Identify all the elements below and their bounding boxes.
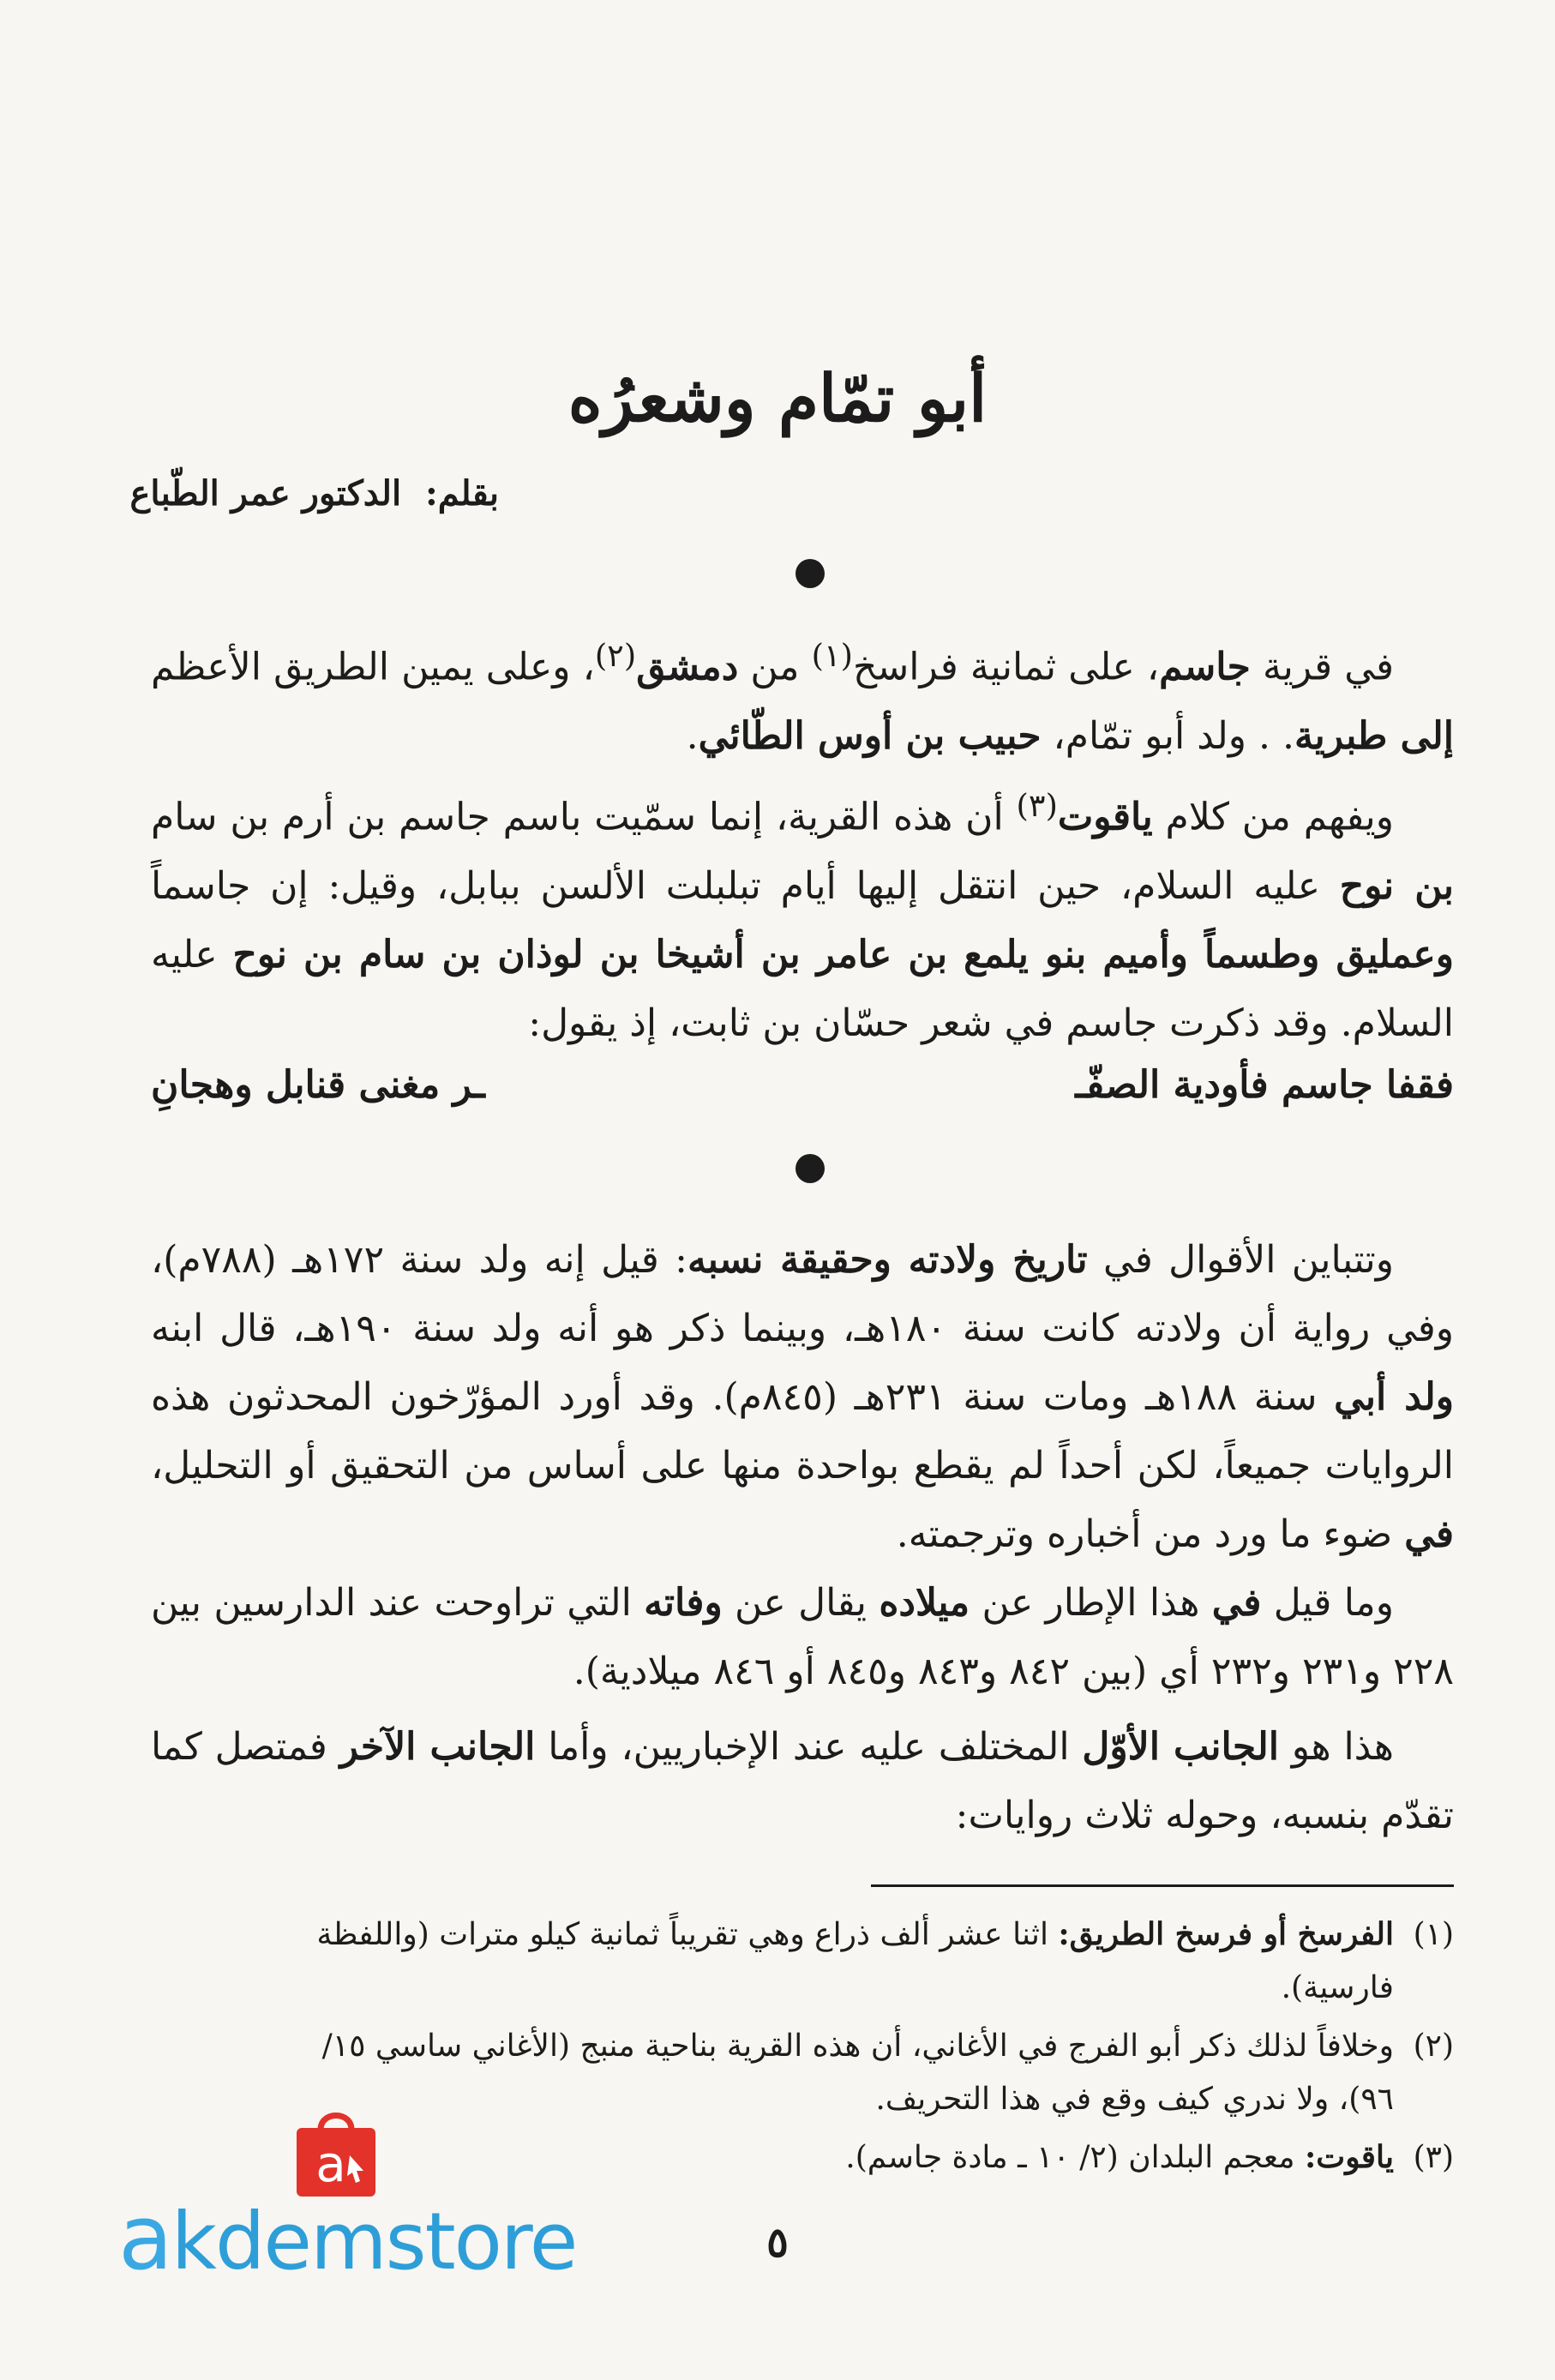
footnote-lead: الفرسخ أو فرسخ الطريق: bbox=[1058, 1916, 1394, 1952]
section-dot-icon bbox=[796, 1154, 825, 1183]
text-run: في قرية bbox=[1250, 645, 1394, 689]
footnote-ref: (١) bbox=[811, 637, 853, 674]
paragraph-5 bbox=[151, 1713, 1454, 1850]
poem-verse bbox=[151, 1063, 1454, 1123]
text-run: يقال عن bbox=[722, 1581, 880, 1625]
text-run: ويفهم من كلام bbox=[1152, 795, 1395, 839]
footnote-ref: (٢) bbox=[594, 637, 637, 674]
bag-letter: a bbox=[315, 2135, 346, 2193]
text-run: ، وعلى يمين الطريق الأعظم bbox=[151, 645, 595, 689]
footnote-text: معجم البلدان (٢/ ١٠ ـ مادة جاسم). bbox=[845, 2140, 1306, 2175]
paragraph-2 bbox=[151, 772, 1454, 1058]
footnote-text: اثنا عشر ألف ذراع وهي تقريباً ثمانية كيلو مترات (واللفظة bbox=[316, 1917, 1059, 1952]
text-run: هذا الإطار عن bbox=[970, 1581, 1212, 1625]
watermark-letter-a: a bbox=[118, 2185, 171, 2290]
author-line bbox=[130, 473, 499, 514]
text-run: التي تراوحت عند الدارسين بين ٢٢٨ و٢٣١ و٢٣٢ أي (بين ٨٤٢ و٨٤٣ و٨٤٥ أو ٨٤٦ ميلادية). bbox=[151, 1581, 1454, 1693]
text-run-bold: ياقوت bbox=[1057, 795, 1153, 839]
watermark-logo bbox=[118, 2102, 577, 2290]
footnote-number: (٢) bbox=[1413, 2028, 1454, 2064]
footnote-continuation: ٩٦)، ولا ندري كيف وقع في هذا التحريف. bbox=[875, 2082, 1394, 2117]
text-run: وتتباين الأقوال في bbox=[1087, 1238, 1394, 1282]
paragraph-1 bbox=[151, 622, 1454, 771]
footnote-number: (٣) bbox=[1413, 2140, 1454, 2175]
text-run: . bbox=[686, 713, 699, 758]
footnote-number: (١) bbox=[1413, 1917, 1454, 1952]
text-run: من bbox=[738, 645, 812, 689]
page-title: أبو تمّام وشعرُه bbox=[567, 360, 988, 436]
footnote-divider bbox=[871, 1884, 1454, 1887]
text-run: سنة ١٨٨هـ ومات سنة ٢٣١هـ (٨٤٥م). وقد أورد المؤرّخون المحدثون هذه الروايات جميعاً، لكن أحداً لم يقطع بواحدة منها على أساس من التحقيق أو التحليل، bbox=[151, 1375, 1454, 1488]
text-run-bold: ولد أبي bbox=[1334, 1375, 1455, 1419]
watermark-word: kdemstore bbox=[171, 2196, 577, 2287]
text-run: ضوء ما ورد من أخباره وترجمته. bbox=[896, 1512, 1405, 1556]
verse-first-hemistich: فقفا جاسم فأودية الصفّـ bbox=[1075, 1063, 1454, 1107]
text-run-bold: إلى طبرية bbox=[1294, 713, 1454, 758]
text-run: أن هذه القرية، إنما سمّيت باسم جاسم بن أرم بن سام bbox=[151, 795, 1017, 839]
shopping-bag-icon bbox=[290, 2102, 382, 2198]
footnote-lead: ياقوت: bbox=[1305, 2139, 1394, 2175]
page-number: ٥ bbox=[766, 2219, 789, 2267]
footnote-1 bbox=[117, 1908, 1454, 2015]
paragraph-3 bbox=[151, 1226, 1454, 1569]
footnote-continuation: فارسية). bbox=[1281, 1970, 1394, 2005]
text-run-bold: وعمليق وطسماً وأميم بنو يلمع بن عامر بن أشيخا بن لوذان بن سام بن نوح bbox=[232, 932, 1454, 977]
verse-second-hemistich: ـر مغنى قنابل وهجانِ bbox=[151, 1063, 485, 1107]
text-run: فمتصل كما تقدّم بنسبه، وحوله ثلاث روايات: bbox=[151, 1725, 1454, 1837]
text-run-bold: ميلاده bbox=[879, 1581, 970, 1625]
text-run-bold: بن نوح bbox=[1339, 863, 1455, 908]
text-run: المختلف عليه عند الإخباريين، وأما bbox=[535, 1725, 1083, 1769]
author-name: الدكتور عمر الطّباع bbox=[129, 473, 402, 514]
text-run-bold: دمشق bbox=[636, 645, 739, 689]
text-run-bold: في bbox=[1211, 1581, 1262, 1625]
text-run-bold: تاريخ ولادته وحقيقة نسبه bbox=[687, 1238, 1088, 1282]
text-run-bold: الجانب الآخر bbox=[339, 1725, 536, 1769]
text-run-bold: جاسم bbox=[1159, 645, 1251, 689]
watermark-text bbox=[118, 2185, 577, 2290]
text-run: عليه السلام، حين انتقل إليها أيام تبلبلت الألسن ببابل، وقيل: إن جاسماً bbox=[151, 863, 1340, 908]
text-run-bold: الجانب الأوّل bbox=[1082, 1725, 1279, 1769]
paragraph-4 bbox=[151, 1569, 1454, 1706]
author-label: بقلم: bbox=[425, 473, 499, 514]
text-run-bold: في bbox=[1404, 1512, 1454, 1556]
text-run: . . ولد أبو تمّام، bbox=[1041, 713, 1294, 758]
footnote-ref: (٣) bbox=[1016, 787, 1058, 824]
text-run: ، على ثمانية فراسخ bbox=[852, 645, 1160, 689]
text-run: وما قيل bbox=[1261, 1581, 1394, 1625]
text-run: : قيل إنه ولد سنة ١٧٢هـ (٧٨٨م)، وفي رواية أن ولادته كانت سنة ١٨٠هـ، وبينما ذكر هو أنه ولد سنة ١٩٠هـ، قال ابنه bbox=[151, 1238, 1455, 1350]
text-run-bold: وفاته bbox=[644, 1581, 723, 1625]
section-dot-icon bbox=[796, 559, 825, 588]
text-run: عليه السلام. وقد ذكرت جاسم في شعر حسّان بن ثابت، إذ يقول: bbox=[151, 932, 1454, 1045]
text-run-bold: حبيب بن أوس الطّائي bbox=[698, 713, 1042, 758]
text-run: هذا هو bbox=[1278, 1725, 1394, 1769]
footnote-text: وخلافاً لذلك ذكر أبو الفرج في الأغاني، أن هذه القرية بناحية منبج (الأغاني ساسي ١٥/ bbox=[321, 2028, 1394, 2064]
